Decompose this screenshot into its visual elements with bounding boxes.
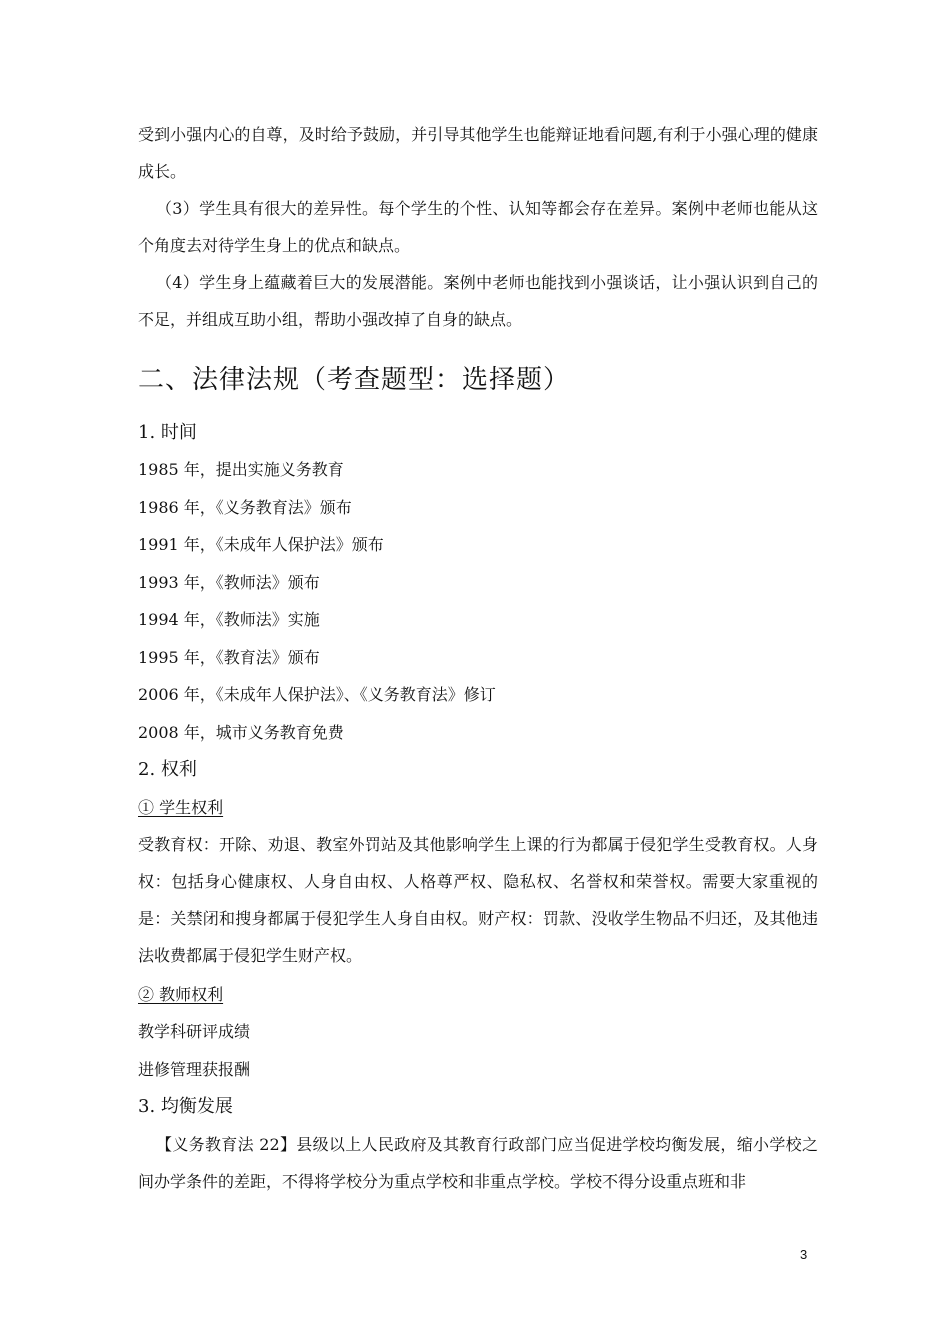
- teacher-rights-item: 教学科研评成绩: [138, 1022, 251, 1041]
- timeline-item: 1991 年，《未成年人保护法》颁布: [138, 535, 384, 554]
- subheading-teacher-rights: ② 教师权利: [138, 985, 224, 1004]
- timeline-item: 1993 年，《教师法》颁布: [138, 573, 320, 592]
- timeline-item: 1995 年，《教育法》颁布: [138, 648, 320, 667]
- page-number: 3: [800, 1247, 808, 1262]
- section-heading-law: 二、法律法规（考查题型：选择题）: [138, 365, 571, 395]
- timeline-item: 1985 年，提出实施义务教育: [138, 460, 344, 479]
- subheading-rights: 2. 权利: [138, 759, 197, 780]
- subheading-student-rights: ① 学生权利: [138, 798, 224, 817]
- timeline-item: 2008 年，城市义务教育免费: [138, 723, 344, 742]
- timeline-item: 2006 年，《未成年人保护法》、《义务教育法》修订: [138, 685, 496, 704]
- subheading-time: 1. 时间: [138, 422, 197, 443]
- paragraph-point-3: （3）学生具有很大的差异性。每个学生的个性、认知等都会存在差异。案例中老师也能从这个角度去对待学生身上的优点和缺点。: [138, 199, 818, 255]
- timeline-item: 1986 年，《义务教育法》颁布: [138, 498, 352, 517]
- teacher-rights-item: 进修管理获报酬: [138, 1060, 251, 1079]
- subheading-balanced-development: 3. 均衡发展: [138, 1096, 233, 1117]
- paragraph-student-rights: 受教育权：开除、劝退、教室外罚站及其他影响学生上课的行为都属于侵犯学生受教育权。人身权：包括身心健康权、人身自由权、人格尊严权、隐私权、名誉权和荣誉权。需要大家重视的是：关禁闭和搜身都属于侵犯学生人身自由权。财产权：罚款、没收学生物品不归还，及其他违法收费都属于侵犯学生财产权。: [138, 835, 818, 965]
- paragraph-balanced-development: 【义务教育法 22】县级以上人民政府及其教育行政部门应当促进学校均衡发展，缩小学校之间办学条件的差距，不得将学校分为重点学校和非重点学校。学校不得分设重点班和非: [138, 1135, 818, 1191]
- timeline-item: 1994 年，《教师法》实施: [138, 610, 320, 629]
- paragraph-intro-1: 受到小强内心的自尊，及时给予鼓励，并引导其他学生也能辩证地看问题,有利于小强心理的健康成长。: [138, 125, 818, 181]
- paragraph-point-4: （4）学生身上蕴藏着巨大的发展潜能。案例中老师也能找到小强谈话，让小强认识到自己的不足，并组成互助小组，帮助小强改掉了自身的缺点。: [138, 273, 818, 329]
